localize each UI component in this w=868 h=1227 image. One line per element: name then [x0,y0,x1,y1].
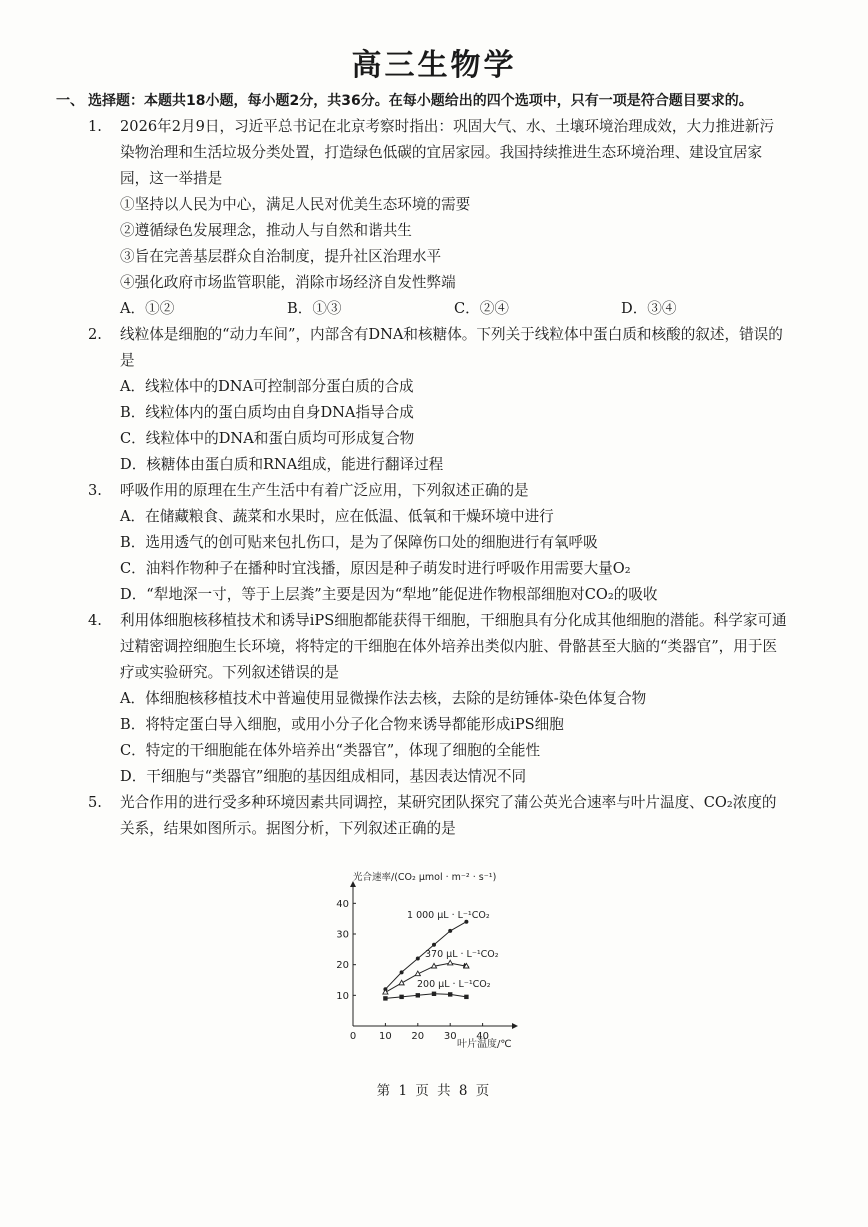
data-point [432,992,436,996]
option-a[interactable]: A．体细胞核移植技术中普遍使用显微操作法去核，去除的是纺锤体-染色体复合物 [120,690,647,707]
y-tick-label: 40 [336,898,349,910]
y-tick-label: 30 [336,929,349,941]
x-tick-label: 30 [443,1031,457,1042]
option-b[interactable]: B．将特定蛋白导入细胞，或用小分子化合物来诱导都能形成iPS细胞 [120,716,564,733]
series-label: 1 000 μL · L⁻¹CO₂ [407,910,490,921]
option-d[interactable]: D．核糖体由蛋白质和RNA组成，能进行翻译过程 [120,456,444,473]
question-stem: 呼吸作用的原理在生产生活中有着广泛应用，下列叙述正确的是 [120,482,529,499]
question-4 [88,608,788,686]
chart-axes [336,884,515,1042]
question-1-choices [88,296,788,322]
y-axis-label: 光合速率/(CO₂ μmol · m⁻² · s⁻¹) [353,872,497,883]
question-5 [88,790,788,842]
series-label: 200 μL · L⁻¹CO₂ [417,979,491,990]
data-point [448,992,452,996]
y-tick-label: 20 [336,960,349,972]
section-instructions: 选择题：本题共18小题，每小题2分，共36分。在每小题给出的四个选项中，只有一项是符合题目要求的。 [88,93,753,109]
question-number: 2. [88,326,102,343]
y-tick-label: 10 [336,990,349,1002]
section-heading [56,88,788,114]
question-number: 1. [88,118,102,135]
choice-b[interactable]: B．①③ [287,300,342,317]
question-stem: 线粒体是细胞的“动力车间”，内部含有DNA和核糖体。下列关于线粒体中蛋白质和核酸的叙述，错误的是 [120,326,783,369]
x-tick-label: 10 [379,1031,392,1042]
option-a[interactable]: A．线粒体中的DNA可控制部分蛋白质的合成 [120,378,414,395]
question-stem: 光合作用的进行受多种环境因素共同调控，某研究团队探究了蒲公英光合速率与叶片温度、CO₂浓度的关系，结果如图所示。据图分析，下列叙述正确的是 [120,794,777,837]
question-stem: 利用体细胞核移植技术和诱导iPS细胞都能获得干细胞，干细胞具有分化成其他细胞的潜能。科学家可通过精密调控细胞生长环境，将特定的干细胞在体外培养出类似内脏、骨骼甚至大脑的“类器官”，用于医疗或实验研究。下列叙述错误的是 [120,612,787,681]
option-b[interactable]: B．选用透气的创可贴来包扎伤口，是为了保障伤口处的细胞进行有氧呼吸 [120,534,598,551]
chart-svg [336,866,545,1056]
page-footer: 第 1 页 共 8 页 [376,1083,492,1099]
data-point [448,960,453,965]
choice-d[interactable]: D．③④ [621,300,677,317]
x-axis-label: 叶片温度/℃ [457,1039,512,1050]
option-c[interactable]: C．油料作物种子在播种时宜浅播，原因是种子萌发时进行呼吸作用需要大量O₂ [120,560,631,577]
section-number: 一、 [56,93,84,109]
question-number: 5. [88,794,102,811]
option-d[interactable]: D．干细胞与“类器官”细胞的基因组成相同，基因表达情况不同 [120,768,527,785]
photosynthesis-chart [336,866,545,1056]
statement-item: ②遵循绿色发展理念，推动人与自然和谐共生 [120,222,412,239]
data-point [400,970,404,974]
chart-series [383,910,499,1001]
question-1 [88,114,788,296]
data-point [464,995,468,999]
page-title: 高三生物学 [351,48,517,83]
option-b[interactable]: B．线粒体内的蛋白质均由自身DNA指导合成 [120,404,414,421]
question-number: 3. [88,482,102,499]
data-point [432,943,436,947]
x-tick-label: 0 [349,1031,357,1042]
series-line [385,994,466,999]
series-label: 370 μL · L⁻¹CO₂ [425,949,499,960]
option-c[interactable]: C．线粒体中的DNA和蛋白质均可形成复合物 [120,430,415,447]
statement-item: ③旨在完善基层群众自治制度，提升社区治理水平 [120,248,442,265]
option-a[interactable]: A．在储藏粮食、蔬菜和水果时，应在低温、低氧和干燥环境中进行 [120,508,554,525]
question-stem: 2026年2月9日，习近平总书记在北京考察时指出：巩固大气、水、土壤环境治理成效，大力推进新污染物治理和生活垃圾分类处置，打造绿色低碳的宜居家园。我国持续推进生态环境治理、建设宜居家园，这一举措是 [120,118,775,187]
question-3 [88,478,788,504]
question-2 [88,322,788,374]
exam-content [56,88,788,842]
option-c[interactable]: C．特定的干细胞能在体外培养出“类器官”，体现了细胞的全能性 [120,742,541,759]
x-tick-label: 40 [476,1031,489,1042]
choice-c[interactable]: C．②④ [454,300,509,317]
question-number: 4. [88,612,102,629]
x-tick-label: 20 [411,1031,425,1042]
data-point [448,929,452,933]
statement-item: ④强化政府市场监管职能，消除市场经济自发性弊端 [120,274,456,291]
data-point [383,996,387,1000]
data-point [416,957,420,961]
choice-a[interactable]: A．①② [120,300,175,317]
data-point [399,995,403,999]
option-d[interactable]: D．“犁地深一寸，等于上层粪”主要是因为“犁地”能促进作物根部细胞对CO₂的吸收 [120,586,658,603]
data-point [416,993,420,997]
statement-item: ①坚持以人民为中心，满足人民对优美生态环境的需要 [120,196,471,213]
